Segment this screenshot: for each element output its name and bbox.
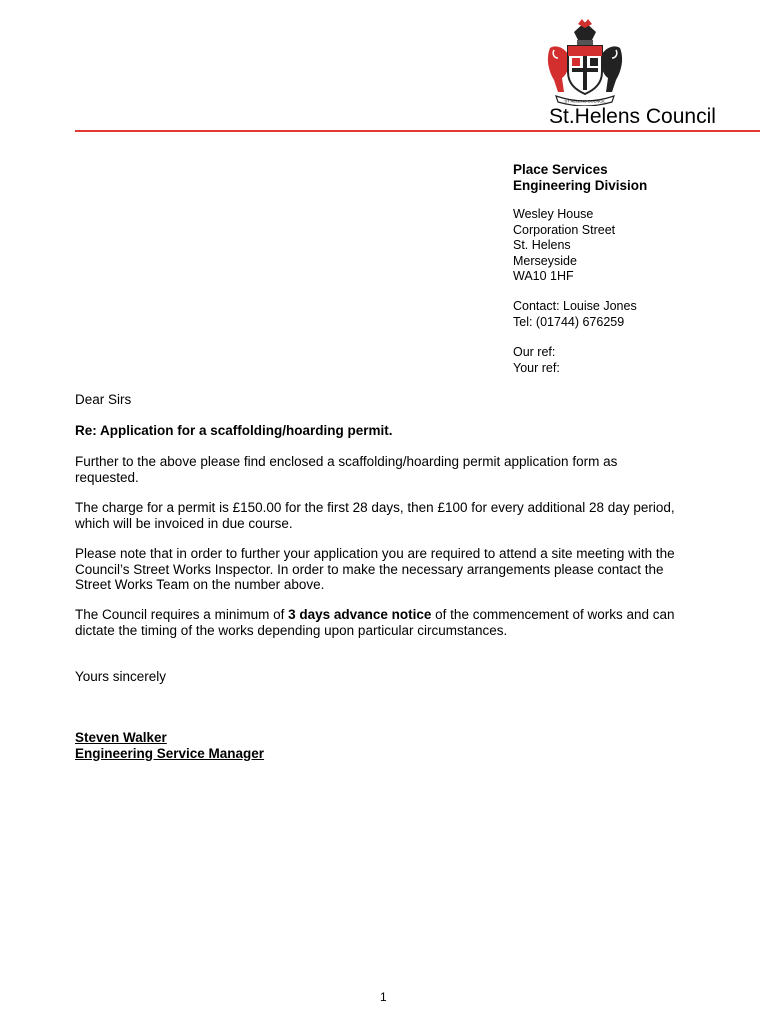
address-line-3: St. Helens [513, 238, 571, 252]
closing: Yours sincerely [75, 669, 167, 684]
subject-line: Re: Application for a scaffolding/hoarding permit. [75, 423, 393, 438]
paragraph-1: Further to the above please find enclosed a scaffolding/hoarding permit application form as requested. [75, 454, 618, 485]
page-number: 1 [380, 990, 387, 1004]
division-name: Engineering Division [513, 178, 648, 193]
department-name: Place Services [513, 162, 608, 177]
signatory-title: Engineering Service Manager [75, 745, 265, 761]
address-line-1: Wesley House [513, 207, 594, 221]
paragraph-4 [75, 607, 675, 638]
paragraph-2: The charge for a permit is £150.00 for the first 28 days, then £100 for every additional 28 day period, which will be invoiced in due course. [75, 500, 675, 531]
your-ref: Your ref: [513, 360, 560, 375]
paragraph-4-text-a: The Council requires a minimum of [75, 607, 289, 622]
signatory-name: Steven Walker [75, 730, 167, 745]
header-rule [75, 130, 760, 132]
salutation: Dear Sirs [75, 392, 132, 407]
paragraph-3: Please note that in order to further your application you are required to attend a site meeting with the Council’s Street Works Inspector. In order to make the necessary arrangements please contact the Street Works Team on the number above. [75, 546, 675, 592]
contact-name: Contact: Louise Jones [513, 299, 637, 313]
address-line-2: Corporation Street [513, 222, 616, 237]
address-line-4: Merseyside [513, 253, 577, 268]
our-ref: Our ref: [513, 345, 556, 359]
advance-notice-emphasis: 3 days advance notice [288, 607, 432, 622]
council-name: St.Helens Council [549, 105, 716, 128]
coat-of-arms-icon [544, 18, 626, 106]
address-line-5: WA10 1HF [513, 269, 574, 283]
contact-tel: Tel: (01744) 676259 [513, 314, 625, 329]
crest-motto: ST HELENS COUNCIL [564, 98, 606, 104]
paragraph-4-text-b: of the commencement of works and can dictate the timing of the works depending upon particular circumstances. [75, 607, 675, 638]
